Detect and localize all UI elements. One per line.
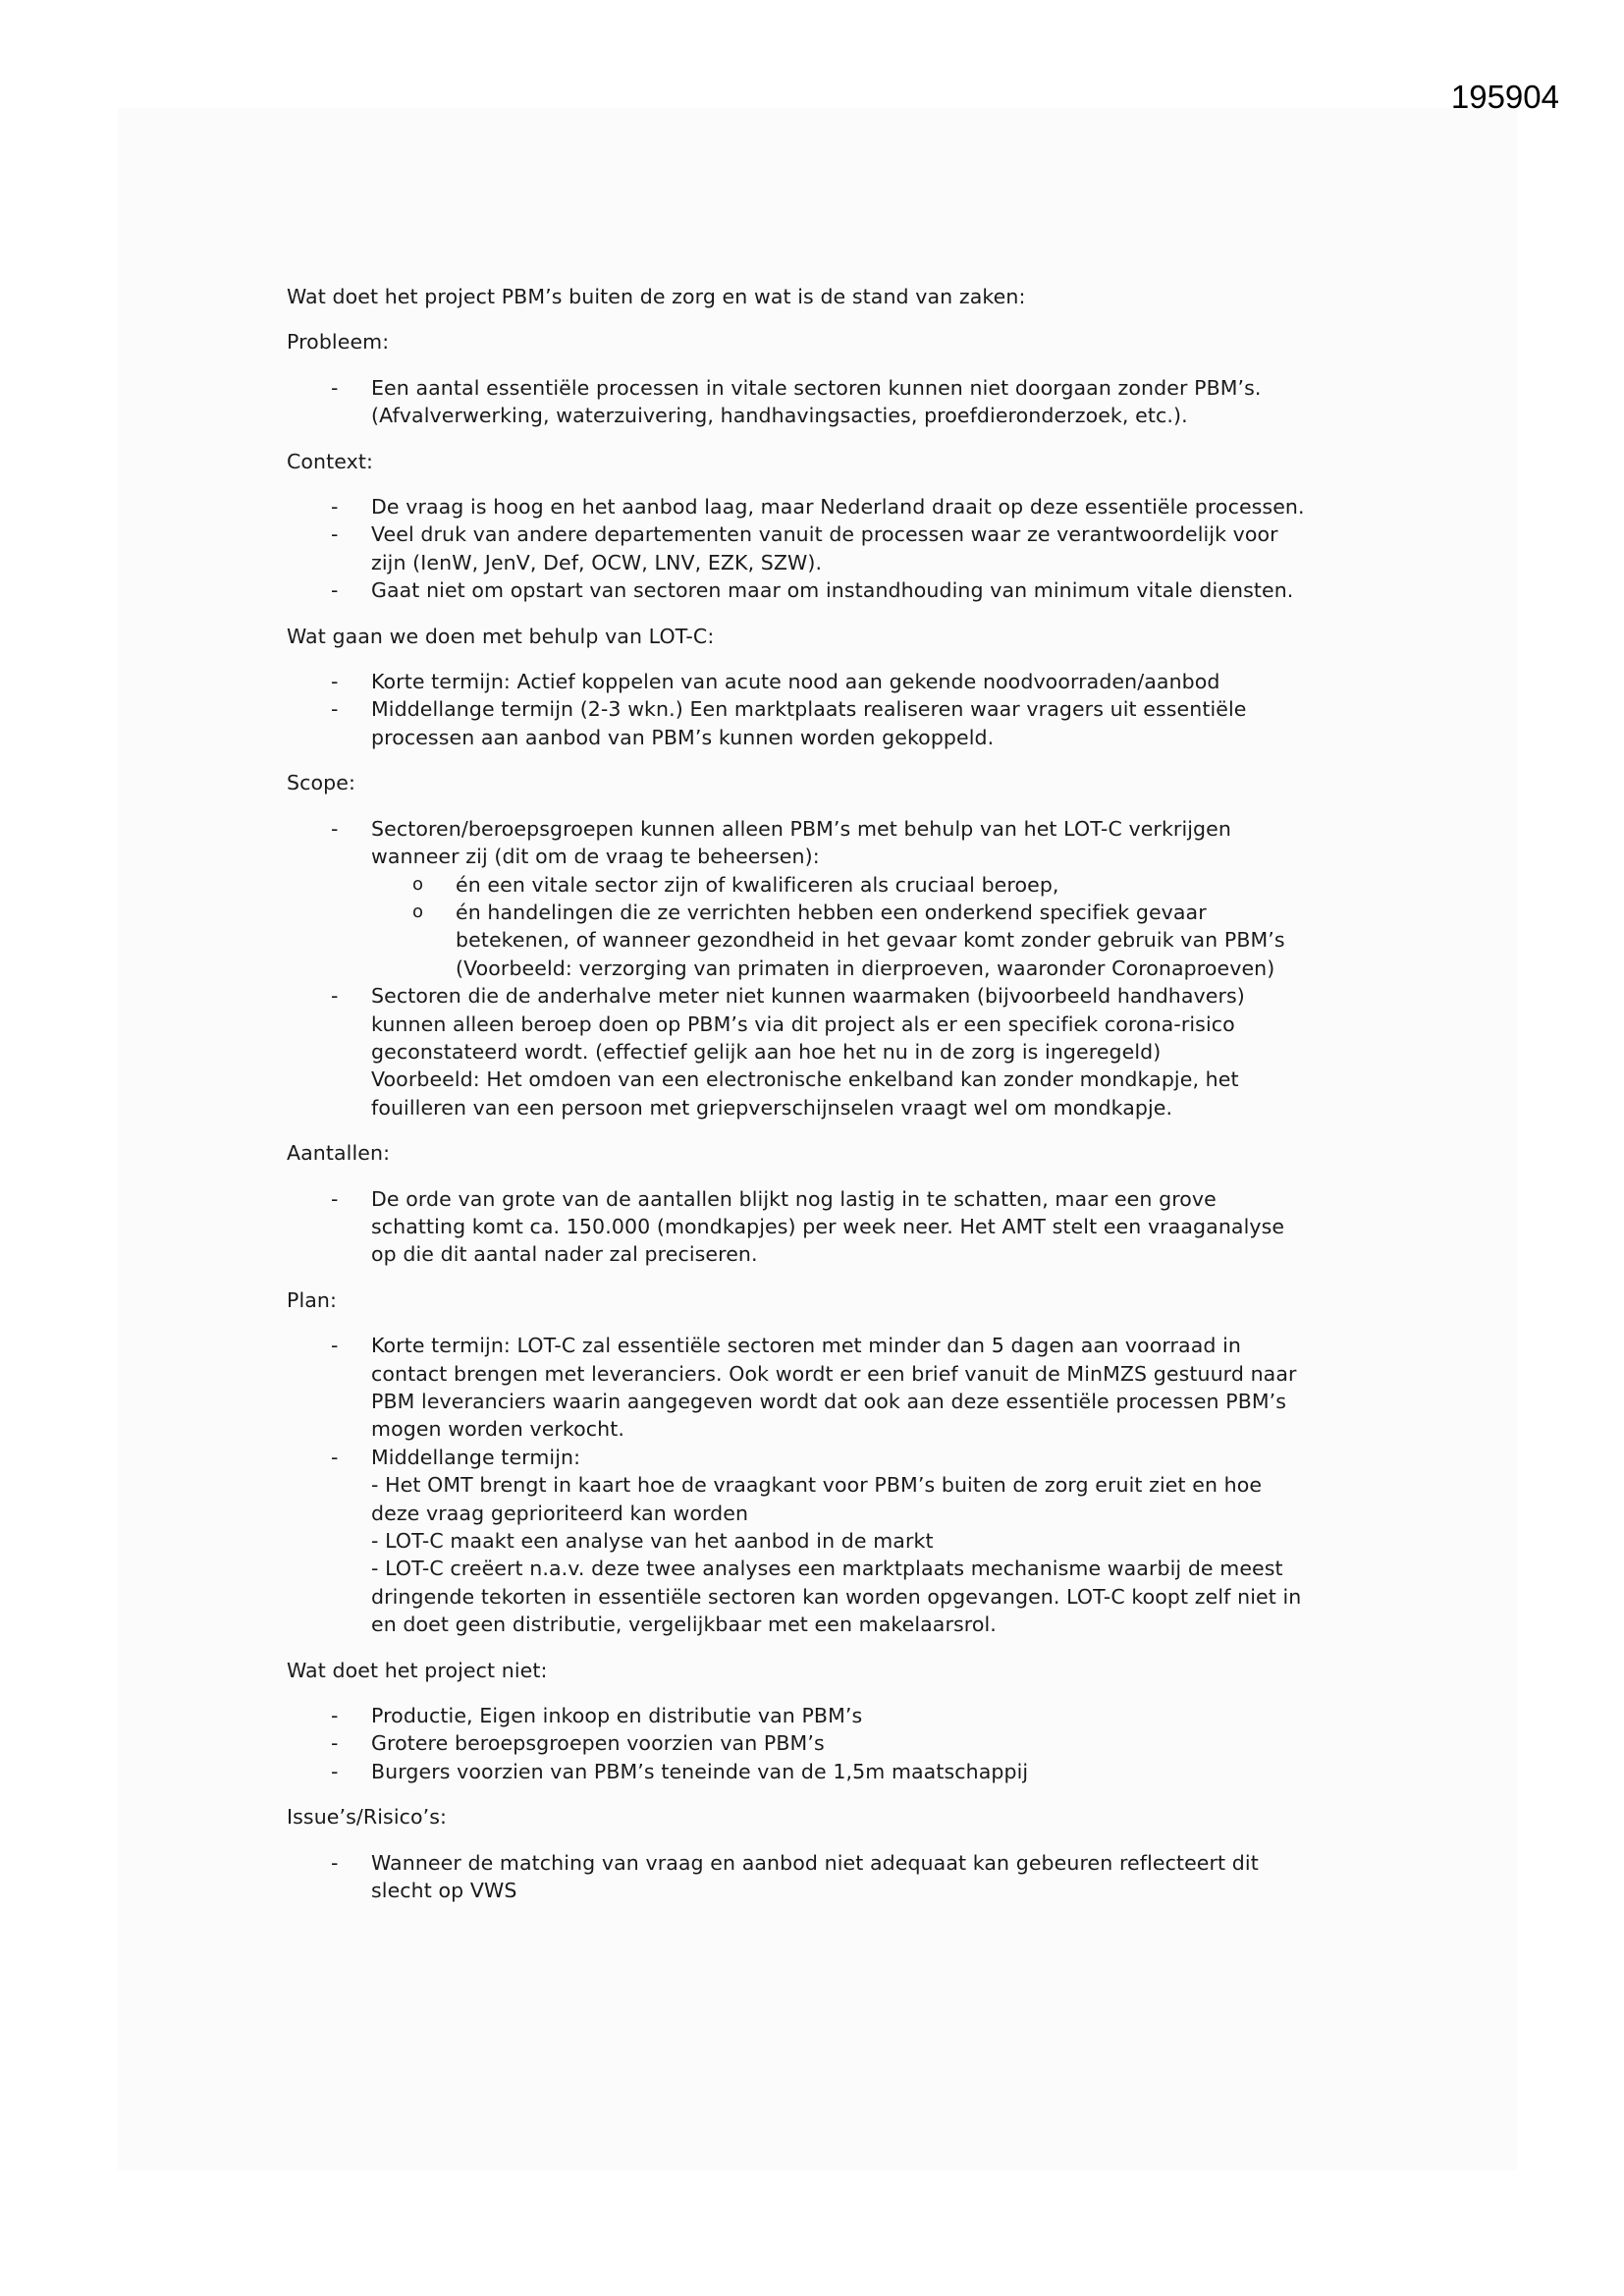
text-line: op die dit aantal nader zal preciseren. bbox=[371, 1242, 758, 1267]
section-heading: Aantallen: bbox=[287, 1141, 391, 1166]
section-heading: Scope: bbox=[287, 771, 355, 795]
list-item bbox=[287, 1332, 1377, 1444]
list-item bbox=[287, 668, 1377, 695]
bullet-list bbox=[287, 1332, 1377, 1638]
bullet-list bbox=[287, 1702, 1377, 1785]
text-line: contact brengen met leveranciers. Ook wordt er een brief vanuit de MinMZS gestuurd naar bbox=[371, 1361, 1297, 1386]
circle-bullet: o bbox=[412, 901, 424, 922]
document-body bbox=[287, 283, 1377, 1923]
text-line: - LOT-C creëert n.a.v. deze twee analyses een marktplaats mechanisme waarbij de meest bbox=[371, 1557, 1283, 1581]
section-heading: Issue’s/Risico’s: bbox=[287, 1805, 448, 1830]
section-heading: Wat doet het project PBM’s buiten de zorg en wat is de stand van zaken: bbox=[287, 285, 1026, 308]
list-item bbox=[287, 1758, 1377, 1785]
text-line: Voorbeeld: Het omdoen van een electronische enkelband kan zonder mondkapje, het bbox=[371, 1067, 1239, 1092]
list-item bbox=[287, 1185, 1377, 1269]
section-heading: Wat gaan we doen met behulp van LOT-C: bbox=[287, 624, 715, 648]
list-item bbox=[287, 1849, 1377, 1905]
sub-list-item bbox=[371, 899, 1377, 982]
dash-bullet: - bbox=[331, 1704, 339, 1728]
text-line: zijn (IenW, JenV, Def, OCW, LNV, EZK, SZW). bbox=[371, 550, 823, 574]
circle-bullet: o bbox=[412, 873, 424, 895]
text-line: Sectoren die de anderhalve meter niet kunnen waarmaken (bijvoorbeeld handhavers) bbox=[371, 984, 1245, 1009]
bullet-list bbox=[287, 374, 1377, 430]
sub-bullet-list bbox=[371, 871, 1377, 983]
list-item bbox=[287, 576, 1377, 604]
dash-bullet: - bbox=[331, 670, 339, 694]
text-line: deze vraag geprioriteerd kan worden bbox=[371, 1501, 749, 1525]
text-line: Een aantal essentiële processen in vitale sectoren kunnen niet doorgaan zonder PBM’s. bbox=[371, 375, 1262, 400]
text-line: en doet geen distributie, vergelijkbaar met een makelaarsrol. bbox=[371, 1613, 997, 1637]
dash-bullet: - bbox=[331, 1334, 339, 1358]
text-line: (Afvalverwerking, waterzuivering, handhavingsacties, proefdieronderzoek, etc.). bbox=[371, 404, 1188, 428]
text-line: wanneer zij (dit om de vraag te beheersen): bbox=[371, 845, 820, 869]
dash-bullet: - bbox=[331, 1850, 339, 1875]
text-line: fouilleren van een persoon met griepverschijnselen vraagt wel om mondkapje. bbox=[371, 1095, 1173, 1120]
text-line: kunnen alleen beroep doen op PBM’s via dit project als er een specifiek corona-risico bbox=[371, 1011, 1235, 1036]
text-line: Middellange termijn (2-3 wkn.) Een marktplaats realiseren waar vragers uit essentiële bbox=[371, 697, 1247, 722]
text-line: én handelingen die ze verrichten hebben een onderkend specifiek gevaar bbox=[456, 900, 1207, 924]
list-item bbox=[287, 815, 1377, 982]
bullet-list bbox=[287, 815, 1377, 1121]
bullet-list bbox=[287, 493, 1377, 605]
document-number: 195904 bbox=[1450, 79, 1559, 115]
list-item bbox=[287, 1444, 1377, 1639]
dash-bullet: - bbox=[331, 1731, 339, 1756]
list-item bbox=[287, 1729, 1377, 1757]
text-line: Productie, Eigen inkoop en distributie van PBM’s bbox=[371, 1704, 863, 1728]
text-line: schatting komt ca. 150.000 (mondkapjes) per week neer. Het AMT stelt een vraaganalyse bbox=[371, 1214, 1285, 1238]
dash-bullet: - bbox=[331, 578, 339, 603]
list-item bbox=[287, 695, 1377, 751]
dash-bullet: - bbox=[331, 1186, 339, 1211]
dash-bullet: - bbox=[331, 522, 339, 547]
section-heading: Probleem: bbox=[287, 330, 390, 355]
text-line: Middellange termijn: bbox=[371, 1445, 581, 1469]
list-item bbox=[287, 374, 1377, 430]
list-item bbox=[287, 493, 1377, 520]
list-item bbox=[287, 982, 1377, 1121]
text-line: Gaat niet om opstart van sectoren maar om instandhouding van minimum vitale diensten. bbox=[371, 578, 1294, 603]
text-line: Korte termijn: Actief koppelen van acute nood aan gekende noodvoorraden/aanbod bbox=[371, 670, 1220, 694]
text-line: PBM leveranciers waarin aangegeven wordt dat ook aan deze essentiële processen PBM’s bbox=[371, 1390, 1287, 1413]
text-line: Grotere beroepsgroepen voorzien van PBM’s bbox=[371, 1731, 825, 1756]
text-line: betekenen, of wanneer gezondheid in het gevaar komt zonder gebruik van PBM’s bbox=[456, 928, 1285, 953]
text-line: Korte termijn: LOT-C zal essentiële sectoren met minder dan 5 dagen aan voorraad in bbox=[371, 1334, 1241, 1358]
list-item bbox=[287, 520, 1377, 576]
bullet-list bbox=[287, 1849, 1377, 1905]
text-line: mogen worden verkocht. bbox=[371, 1417, 625, 1442]
section-heading: Wat doet het project niet: bbox=[287, 1658, 548, 1682]
text-line: De orde van grote van de aantallen blijkt nog lastig in te schatten, maar een grove bbox=[371, 1186, 1217, 1211]
text-line: Veel druk van andere departementen vanuit de processen waar ze verantwoordelijk voor bbox=[371, 522, 1278, 547]
text-line: - Het OMT brengt in kaart hoe de vraagkant voor PBM’s buiten de zorg eruit ziet en hoe bbox=[371, 1473, 1263, 1498]
section-heading: Plan: bbox=[287, 1287, 338, 1312]
section-heading: Context: bbox=[287, 449, 374, 473]
list-item bbox=[287, 1702, 1377, 1729]
text-line: - LOT-C maakt een analyse van het aanbod in de markt bbox=[371, 1529, 934, 1554]
text-line: Sectoren/beroepsgroepen kunnen alleen PBM’s met behulp van het LOT-C verkrijgen bbox=[371, 816, 1231, 841]
bullet-list bbox=[287, 668, 1377, 751]
text-line: geconstateerd wordt. (effectief gelijk aan hoe het nu in de zorg is ingeregeld) bbox=[371, 1039, 1162, 1064]
bullet-list bbox=[287, 1185, 1377, 1269]
text-line: én een vitale sector zijn of kwalificeren als cruciaal beroep, bbox=[456, 872, 1059, 897]
text-line: slecht op VWS bbox=[371, 1879, 517, 1903]
dash-bullet: - bbox=[331, 495, 339, 519]
dash-bullet: - bbox=[331, 1445, 339, 1469]
dash-bullet: - bbox=[331, 697, 339, 722]
text-line: (Voorbeeld: verzorging van primaten in dierproeven, waaronder Coronaproeven) bbox=[456, 956, 1275, 980]
text-line: Wanneer de matching van vraag en aanbod niet adequaat kan gebeuren reflecteert dit bbox=[371, 1850, 1259, 1875]
dash-bullet: - bbox=[331, 1759, 339, 1783]
dash-bullet: - bbox=[331, 816, 339, 841]
sub-list-item bbox=[371, 871, 1377, 899]
dash-bullet: - bbox=[331, 984, 339, 1009]
text-line: Burgers voorzien van PBM’s teneinde van de 1,5m maatschappij bbox=[371, 1759, 1029, 1783]
dash-bullet: - bbox=[331, 375, 339, 400]
text-line: dringende tekorten in essentiële sectoren kan worden opgevangen. LOT-C koopt zelf niet in bbox=[371, 1584, 1302, 1609]
text-line: De vraag is hoog en het aanbod laag, maar Nederland draait op deze essentiële processen. bbox=[371, 495, 1305, 519]
text-line: processen aan aanbod van PBM’s kunnen worden gekoppeld. bbox=[371, 725, 995, 749]
